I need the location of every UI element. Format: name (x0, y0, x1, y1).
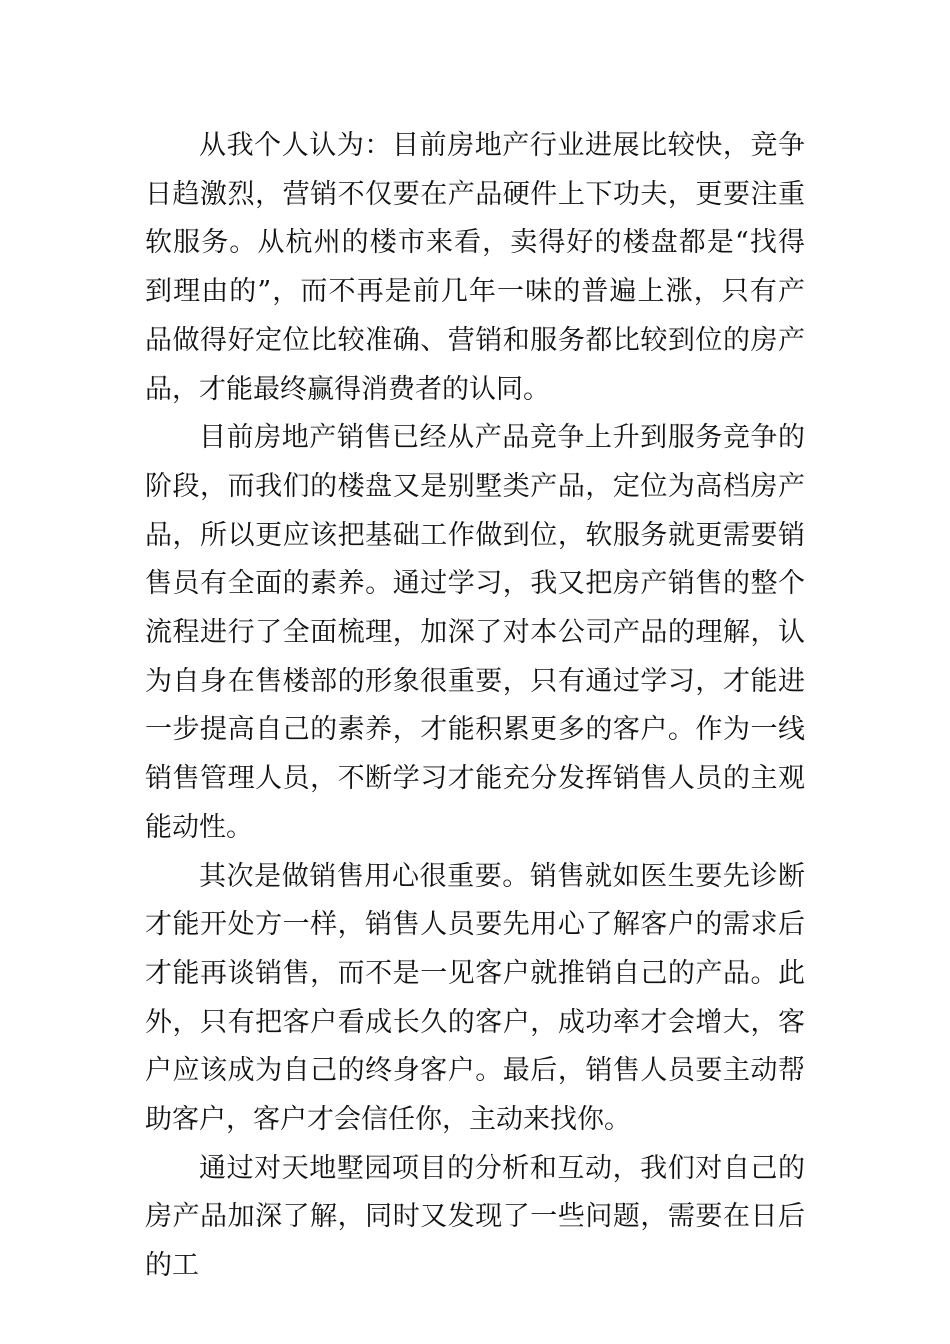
paragraph-1: 从我个人认为：目前房地产行业进展比较快，竞争日趋激烈，营销不仅要在产品硬件上下功夫，更要注重软服务。从杭州的楼市来看，卖得好的楼盘都是“找得到理由的”，而不再是前几年一味的普遍上涨，只有产品做得好定位比较准确、营销和服务都比较到位的房产品，才能最终赢得消费者的认同。 (145, 130, 805, 405)
document-body (145, 122, 805, 1291)
paragraph-3: 其次是做销售用心很重要。销售就如医生要先诊断才能开处方一样，销售人员要先用心了解客户的需求后才能再谈销售，而不是一见客户就推销自己的产品。此外，只有把客户看成长久的客户，成功率才会增大，客户应该成为自己的终身客户。最后，销售人员要主动帮助客户，客户才会信任你，主动来找你。 (145, 860, 805, 1136)
paragraph-2: 目前房地产销售已经从产品竞争上升到服务竞争的阶段，而我们的楼盘又是别墅类产品，定位为高档房产品，所以更应该把基础工作做到位，软服务就更需要销售员有全面的素养。通过学习，我又把房产销售的整个流程进行了全面梳理，加深了对本公司产品的理解，认为自身在售楼部的形象很重要，只有通过学习，才能进一步提高自己的素养，才能积累更多的客户。作为一线销售管理人员，不断学习才能充分发挥销售人员的主观能动性。 (145, 422, 805, 843)
paragraph-4: 通过对天地墅园项目的分析和互动，我们对自己的房产品加深了解，同时又发现了一些问题，需要在日后的工 (145, 1152, 805, 1282)
